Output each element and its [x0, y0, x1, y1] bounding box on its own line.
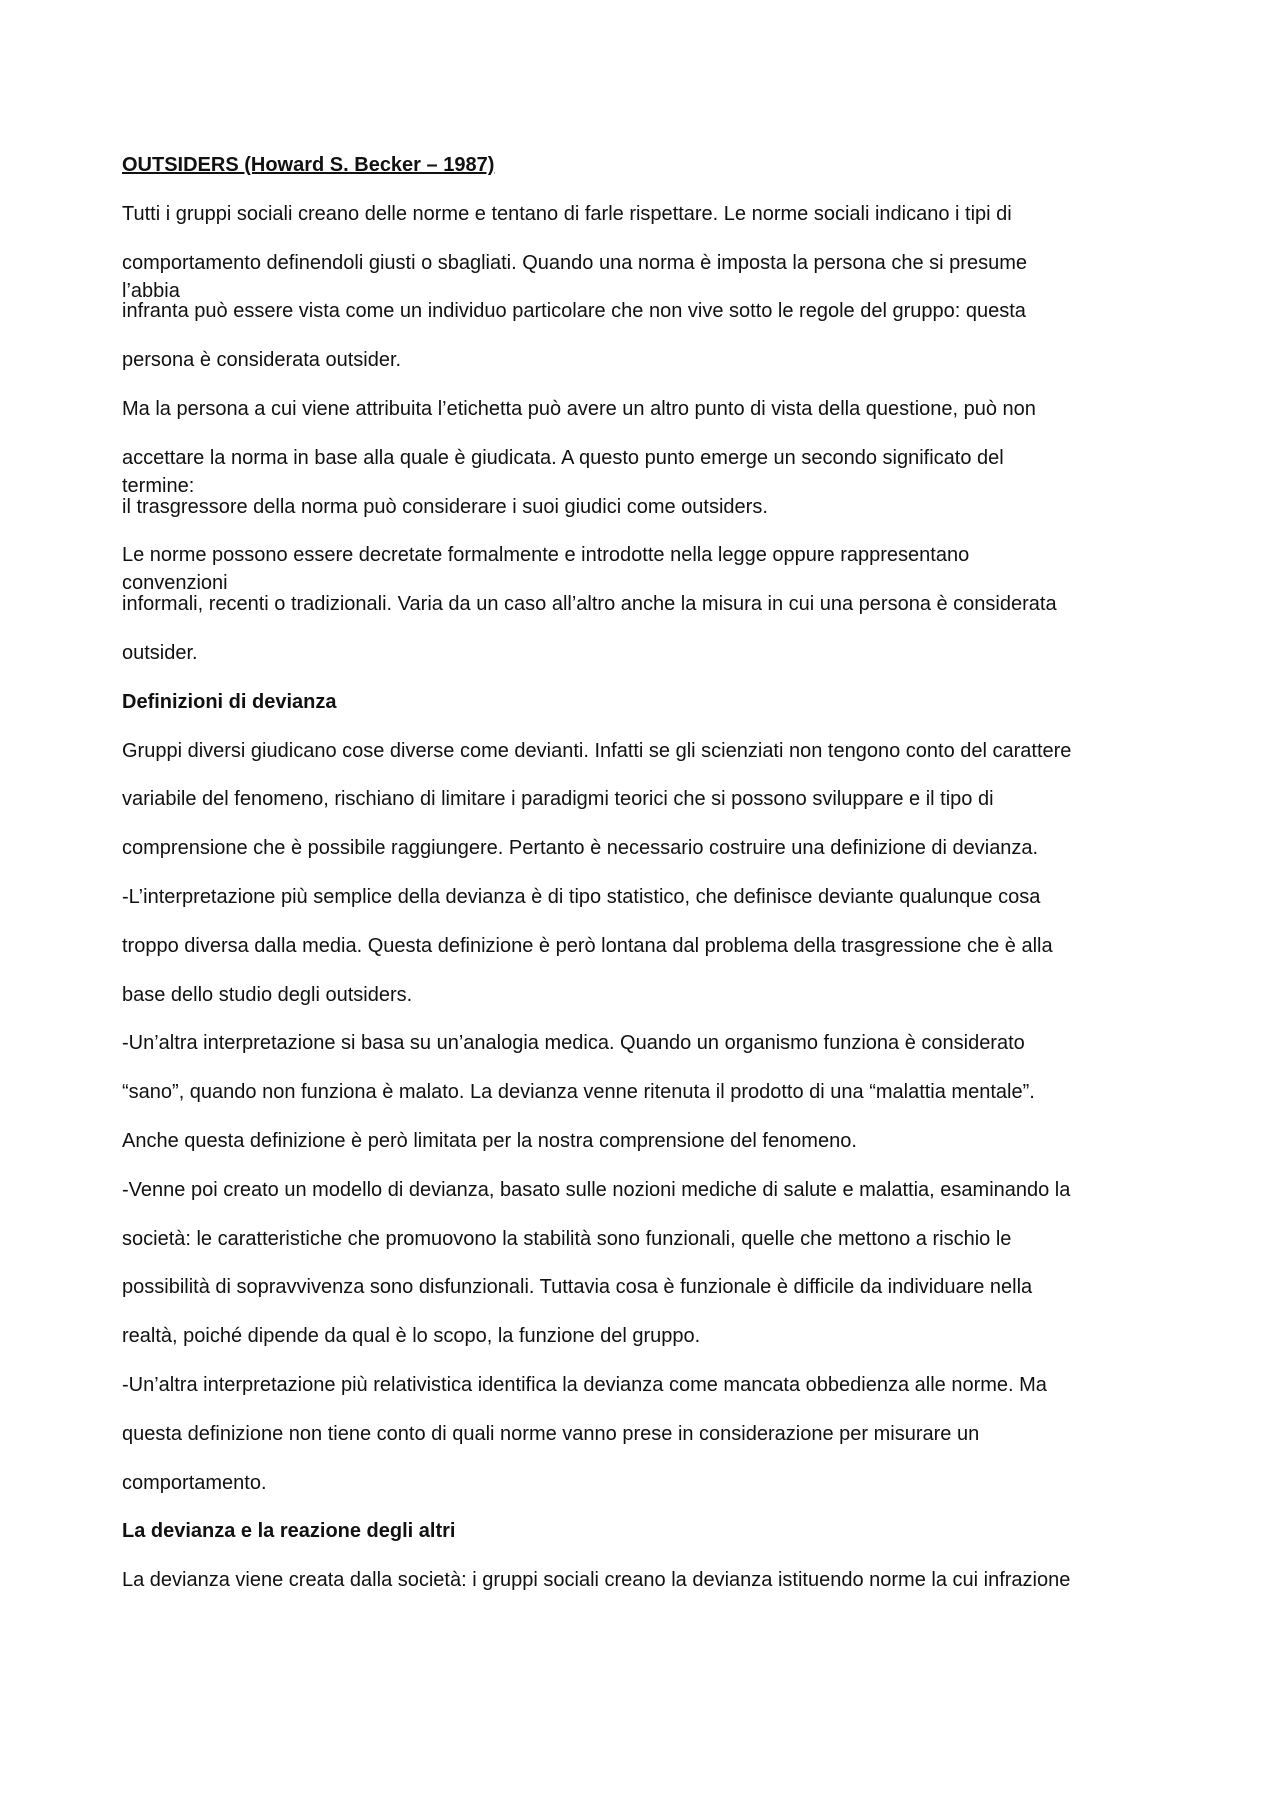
paragraph-line: possibilità di sopravvivenza sono disfunzionali. Tuttavia cosa è funzionale è difficile da individuare nella	[122, 1276, 1033, 1299]
section-heading-reazione: La devianza e la reazione degli altri	[122, 1520, 456, 1543]
paragraph-line: variabile del fenomeno, rischiano di limitare i paradigmi teorici che si possono sviluppare e il tipo di	[122, 788, 994, 811]
paragraph-line: -Un’altra interpretazione si basa su un’analogia medica. Quando un organismo funziona è considerato	[122, 1032, 1025, 1055]
paragraph-line: persona è considerata outsider.	[122, 349, 402, 372]
paragraph-line: Tutti i gruppi sociali creano delle norme e tentano di farle rispettare. Le norme sociali indicano i tipi di	[122, 202, 1012, 225]
paragraph-line: “sano”, quando non funziona è malato. La devianza venne ritenuta il prodotto di una “malattia mentale”.	[122, 1081, 1035, 1104]
paragraph-line: Le norme possono essere decretate formalmente e introdotte nella legge oppure rappresentano	[122, 544, 970, 567]
paragraph-line: società: le caratteristiche che promuovono la stabilità sono funzionali, quelle che mettono a rischio le	[122, 1227, 1012, 1250]
paragraph-line: comportamento definendoli giusti o sbagliati. Quando una norma è imposta la persona che si presume	[122, 251, 1027, 274]
paragraph-line: troppo diversa dalla media. Questa definizione è però lontana dal problema della trasgressione che è alla	[122, 934, 1053, 957]
paragraph-line: infranta può essere vista come un individuo particolare che non vive sotto le regole del gruppo: questa	[122, 300, 1026, 323]
paragraph-line: La devianza viene creata dalla società: i gruppi sociali creano la devianza istituendo norme la cui infrazione	[122, 1569, 1071, 1592]
paragraph-line: outsider.	[122, 641, 198, 664]
paragraph-line: questa definizione non tiene conto di quali norme vanno prese in considerazione per misurare un	[122, 1422, 980, 1445]
paragraph-line: base dello studio degli outsiders.	[122, 983, 413, 1006]
paragraph-line: Ma la persona a cui viene attribuita l’etichetta può avere un altro punto di vista della questione, può non	[122, 397, 1036, 420]
paragraph-line-continuation: termine:	[122, 474, 195, 497]
document-title: OUTSIDERS (Howard S. Becker – 1987)	[122, 154, 495, 176]
paragraph-line-wrapped	[122, 540, 1172, 595]
paragraph-line: Gruppi diversi giudicano cose diverse come devianti. Infatti se gli scienziati non tengono conto del carattere	[122, 739, 1072, 762]
paragraph-line: accettare la norma in base alla quale è giudicata. A questo punto emerge un secondo significato del	[122, 446, 1004, 469]
section-heading-definizioni: Definizioni di devianza	[122, 690, 337, 713]
paragraph-line-wrapped	[122, 443, 1172, 497]
paragraph-line: -L’interpretazione più semplice della devianza è di tipo statistico, che definisce deviante qualunque cosa	[122, 885, 1041, 908]
paragraph-line: -Venne poi creato un modello di devianza, basato sulle nozioni mediche di salute e malattia, esaminando la	[122, 1178, 1071, 1201]
paragraph-line-wrapped	[122, 248, 1172, 302]
paragraph-line: -Un’altra interpretazione più relativistica identifica la devianza come mancata obbedienza alle norme. Ma	[122, 1373, 1047, 1396]
paragraph-line: comprensione che è possibile raggiungere. Pertanto è necessario costruire una definizione di devianza.	[122, 837, 1039, 860]
paragraph-line-continuation: convenzioni	[122, 572, 228, 595]
paragraph-line: Anche questa definizione è però limitata per la nostra comprensione del fenomeno.	[122, 1129, 857, 1152]
paragraph-line: informali, recenti o tradizionali. Varia da un caso all’altro anche la misura in cui una persona è considerata	[122, 593, 1057, 616]
paragraph-line: il trasgressore della norma può considerare i suoi giudici come outsiders.	[122, 495, 768, 518]
paragraph-line: comportamento.	[122, 1471, 267, 1494]
paragraph-line-continuation: l’abbia	[122, 279, 180, 302]
paragraph-line: realtà, poiché dipende da qual è lo scopo, la funzione del gruppo.	[122, 1325, 701, 1348]
document-body	[122, 150, 1172, 1614]
